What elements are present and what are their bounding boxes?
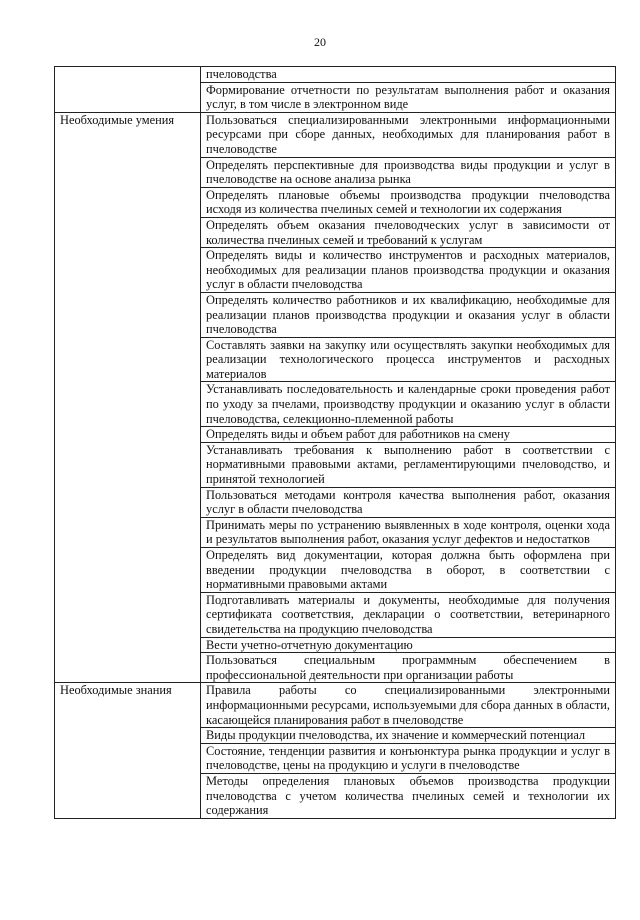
requirement-item: Определять вид документации, которая должна быть оформлена при введении продукции пчеловодства в оборот, в соответствии с нормативными правовыми актами bbox=[201, 548, 616, 593]
requirement-item: Определять количество работников и их квалификацию, необходимые для реализации планов производства продукции и оказания услуг в области пчеловодства bbox=[201, 292, 616, 337]
requirement-item: Устанавливать последовательность и календарные сроки проведения работ по уходу за пчелами, производству продукции и оказанию услуг в области пчеловодства, селекционно-племенной работы bbox=[201, 382, 616, 427]
requirement-item: Подготавливать материалы и документы, необходимые для получения сертификата соответствия, декларации о соответствии, ветеринарного свидетельства на продукцию пчеловодства bbox=[201, 592, 616, 637]
requirement-item: пчеловодства bbox=[201, 67, 616, 83]
requirement-item: Определять объем оказания пчеловодческих услуг в зависимости от количества пчелиных семей и требований к услугам bbox=[201, 217, 616, 247]
requirement-item: Определять перспективные для производства виды продукции и услуг в пчеловодстве на основе анализа рынка bbox=[201, 157, 616, 187]
table-row bbox=[55, 67, 616, 83]
requirement-item: Состояние, тенденции развития и конъюнктура рынка продукции и услуг в пчеловодстве, цены на продукцию и услуги в пчеловодстве bbox=[201, 743, 616, 773]
requirements-table bbox=[54, 66, 616, 819]
table-row bbox=[55, 683, 616, 728]
requirement-item: Вести учетно-отчетную документацию bbox=[201, 637, 616, 653]
requirement-item: Методы определения плановых объемов производства продукции пчеловодства с учетом количества пчелиных семей и технологии их содержания bbox=[201, 773, 616, 818]
page-number: 20 bbox=[314, 35, 326, 49]
requirements-table-body bbox=[55, 67, 616, 819]
section-label: Необходимые умения bbox=[55, 112, 201, 683]
requirement-item: Определять виды и количество инструментов и расходных материалов, необходимых для реализации планов производства продукции и оказания услуг в области пчеловодства bbox=[201, 248, 616, 293]
requirement-item: Пользоваться методами контроля качества выполнения работ, оказания услуг в области пчеловодства bbox=[201, 487, 616, 517]
requirement-item: Устанавливать требования к выполнению работ в соответствии с нормативными правовыми актами, регламентирующими пчеловодство, и принятой технологией bbox=[201, 442, 616, 487]
section-label bbox=[55, 67, 201, 113]
requirement-item: Виды продукции пчеловодства, их значение и коммерческий потенциал bbox=[201, 728, 616, 744]
requirement-item: Определять плановые объемы производства продукции пчеловодства исходя из количества пчелиных семей и технологии их содержания bbox=[201, 187, 616, 217]
section-label: Необходимые знания bbox=[55, 683, 201, 818]
table-row bbox=[55, 112, 616, 157]
requirement-item: Составлять заявки на закупку или осуществлять закупки необходимых для реализации технологического процесса инструментов и расходных материалов bbox=[201, 337, 616, 382]
requirement-item: Формирование отчетности по результатам выполнения работ и оказания услуг, в том числе в электронном виде bbox=[201, 82, 616, 112]
requirement-item: Определять виды и объем работ для работников на смену bbox=[201, 427, 616, 443]
requirement-item: Пользоваться специализированными электронными информационными ресурсами при сборе данных, необходимых для планирования работ в пчеловодстве bbox=[201, 112, 616, 157]
requirement-item: Пользоваться специальным программным обеспечением в профессиональной деятельности при организации работы bbox=[201, 653, 616, 683]
requirement-item: Правила работы со специализированными электронными информационными ресурсами, используемыми для сбора данных в области, касающейся планирования работ в пчеловодстве bbox=[201, 683, 616, 728]
requirement-item: Принимать меры по устранению выявленных в ходе контроля, оценки хода и результатов выполнения работ, оказания услуг дефектов и недостатков bbox=[201, 517, 616, 547]
